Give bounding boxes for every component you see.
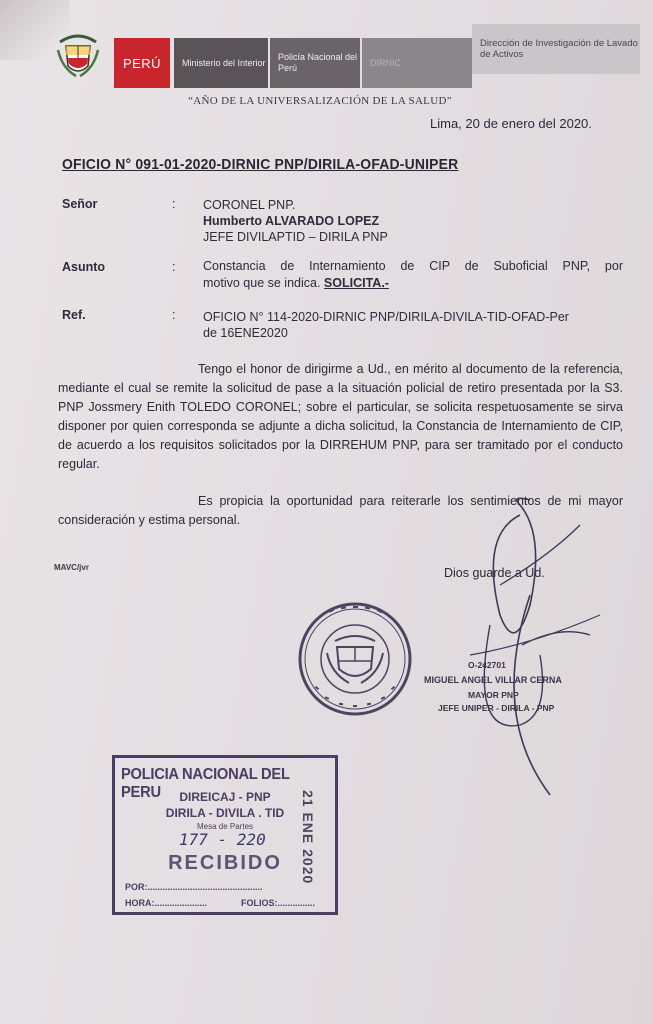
letter-date: Lima, 20 de enero del 2020. — [430, 116, 592, 131]
farewell: Dios guarde a Ud. — [444, 566, 545, 580]
stamp-desk: Mesa de Partes — [196, 822, 254, 831]
stamp-folios: FOLIOS:............... — [241, 898, 316, 908]
stamp-por: POR:.............................................. — [125, 882, 263, 892]
stamp-number: 177 - 220 — [179, 830, 266, 849]
body-text: Tengo el honor de dirigirme a Ud., en mérito al documento de la referencia, mediante el cual se remite la solicitud de pase a la situación policial de retiro presentada por la S3. PNP Jossmery Enith TOLEDO CORONEL; sobre el particular, se solicita respetuosamente se sirva disponer por quien corresponda se adjunte a dicha solicitud, la Constancia de Internamiento de CIP, de acuerdo a los requisitos solicitados por la DIRREHUM PNP, para ser tramitado por el conducto regular. — [58, 362, 623, 471]
initials: MAVC/jvr — [54, 563, 89, 572]
body-paragraph — [58, 360, 623, 474]
peru-coat-of-arms-icon — [54, 28, 102, 80]
recipient-rank: CORONEL PNP. — [203, 198, 296, 212]
subject-emphasis: SOLICITA.- — [323, 276, 389, 290]
reference-label: Ref. — [62, 308, 86, 322]
police-seal-icon — [297, 601, 413, 717]
country-label: PERÚ — [114, 38, 170, 88]
stamp-institution: POLICIA NACIONAL DEL PERU — [121, 766, 290, 801]
subject-line2 — [203, 275, 389, 291]
handwritten-signature-icon — [460, 495, 620, 815]
signer-name: MIGUEL ANGEL VILLAR CERNA — [424, 675, 562, 685]
reference-line1: OFICIO N° 114-2020-DIRNIC PNP/DIRILA-DIVILA-TID-OFAD-Per — [203, 310, 569, 324]
letterhead — [50, 18, 640, 86]
police-label: Policía Nacional del Perú — [270, 38, 360, 88]
signer-position: JEFE UNIPER - DIRILA - PNP — [438, 703, 555, 713]
year-motto: “AÑO DE LA UNIVERSALIZACIÓN DE LA SALUD” — [188, 95, 452, 107]
recipient-colon: : — [172, 197, 176, 211]
received-date-stamp: 21 ENE 2020 — [300, 790, 316, 885]
stamp-office: DIREICAJ - PNP — [179, 790, 271, 804]
oficio-number: OFICIO N° 091-01-2020-DIRNIC PNP/DIRILA-OFAD-UNIPER — [62, 156, 459, 173]
direction-label: Dirección de Investigación de Lavado de Activos — [472, 24, 640, 74]
subject-label: Asunto — [62, 260, 106, 274]
recipient-name: Humberto ALVARADO LOPEZ — [203, 214, 380, 228]
recipient-position: JEFE DIVILAPTID – DIRILA PNP — [203, 230, 388, 244]
closing-text: Es propicia la oportunidad para reiterarle los sentimientos de mi mayor consideración y estima personal. — [58, 494, 623, 527]
reference-colon: : — [172, 308, 176, 322]
subject-text: motivo que se indica. — [203, 276, 321, 290]
dirnic-label: DIRNIC — [362, 38, 472, 88]
stamp-hora: HORA:..................... — [125, 898, 208, 908]
stamp-status: RECIBIDO — [168, 852, 282, 874]
recipient-label: Señor — [62, 197, 98, 211]
ministry-label: Ministerio del Interior — [174, 38, 268, 88]
reference-line2: de 16ENE2020 — [203, 326, 288, 340]
subject-line1: Constancia de Internamiento de CIP de Suboficial PNP, por — [203, 259, 623, 273]
stamp-division: DIRILA - DIVILA . TID — [165, 806, 285, 820]
signer-code: O-242701 — [468, 660, 506, 670]
signer-rank: MAYOR PNP — [468, 690, 519, 700]
subject-colon: : — [172, 260, 176, 274]
